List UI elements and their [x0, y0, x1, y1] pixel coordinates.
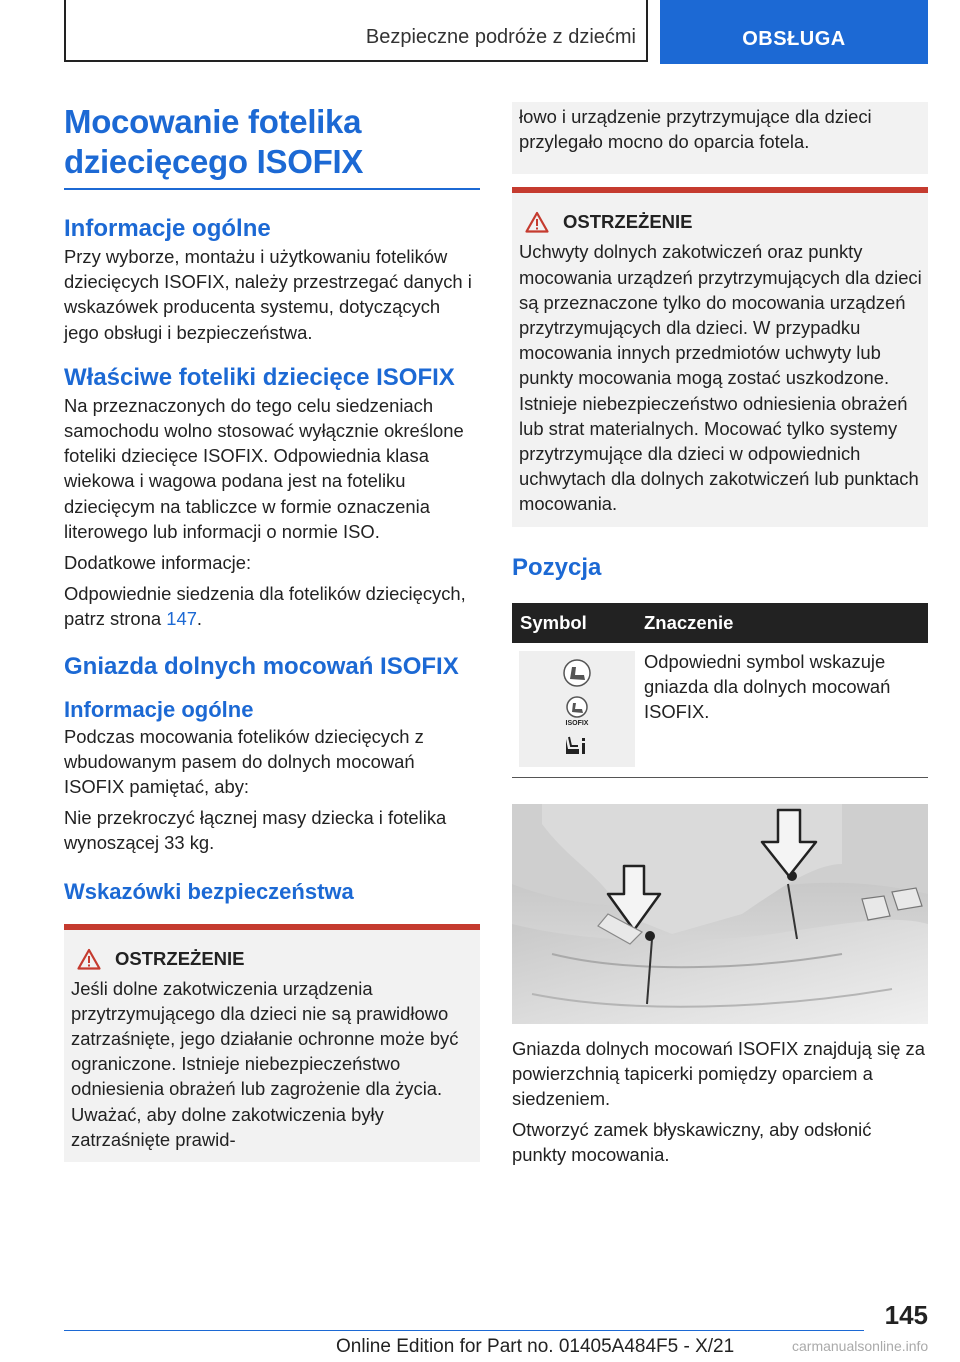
paragraph-additional: Dodatkowe informacje: [64, 552, 252, 574]
table-header-meaning: Znaczenie [644, 611, 734, 633]
warning-triangle-icon [525, 211, 549, 233]
title-rule [64, 188, 480, 190]
heading-position: Pozycja [512, 553, 602, 581]
warning-text-2: Uchwyty dolnych zakotwiczeń oraz punkty mocowania urządzeń przytrzymujących dla dzieci są przeznaczone tylko do mocowania urządzeń przytrzymujących dla dzieci. W przypadku mocowania innych przedmiotów uchwyty lub punkty mocowania mogą zostać uszkodzone. Istnieje niebezpieczeństwo odniesienia obrażeń lub strat materialnych. Mocować tylko systemy przytrzymujące dla dzieci w odpowiednich uchwytach dla dolnych zakotwiczeń lub punktach mocowania. [519, 241, 922, 515]
paragraph-open-zipper: Otworzyć zamek błyskawiczny, aby odsłonić punkty mocowania. [512, 1119, 872, 1166]
footer-edition: Online Edition for Part no. 01405A484F5 - X/21 [336, 1336, 735, 1357]
rear-seat-illustration [512, 804, 928, 1024]
heading-general: Informacje ogólne [64, 215, 271, 242]
isofix-symbols-cell [519, 651, 635, 767]
isofix-symbol-label: ISOFIX [565, 719, 589, 727]
warning-title-2 [525, 211, 922, 233]
footer-watermark: carmanualsonline.info [792, 1338, 929, 1354]
header-tab: OBSŁUGA [660, 0, 928, 64]
table-header-symbol: Symbol [520, 611, 587, 633]
paragraph-general: Przy wyborze, montażu i użytkowaniu fotelików dziecięcych ISOFIX, należy przestrzegać danych i wskazówek producenta systemu, dotyczących jego obsługi i bezpieczeństwa. [64, 246, 472, 343]
footer-rule [64, 1330, 864, 1331]
page-header [64, 0, 928, 64]
warning-box-2 [512, 187, 928, 526]
seats-ref-text: Odpowiednie siedzenia dla fotelików dziecięcych, patrz strona [64, 583, 466, 630]
right-column [512, 102, 928, 1168]
seats-ref-end: . [196, 608, 203, 630]
table-meaning-text: Odpowiedni symbol wskazuje gniazda dla dolnych mocowań ISOFIX. [644, 650, 891, 723]
paragraph-anchors: Podczas mocowania fotelików dziecięcych z wbudowanym pasem do dolnych mocowań ISOFIX pamiętać, aby: [64, 725, 424, 798]
heading-anchors: Gniazda dolnych mocowań ISOFIX [64, 652, 459, 680]
warning-title-text-1: OSTRZEŻENIE [115, 947, 245, 969]
warning-box-1 [64, 924, 480, 1162]
isofix-anchor-photo [512, 804, 928, 1024]
paragraph-location: Gniazda dolnych mocowań ISOFIX znajdują się za powierzchnią tapicerki pomiędzy oparciem a siedzeniem. [512, 1037, 925, 1110]
warning-title-text-2: OSTRZEŻENIE [563, 211, 693, 233]
table-header-row [512, 603, 928, 643]
warning-continuation-text: łowo i urządzenie przytrzymujące dla dzieci przylegało mocno do oparcia fotela. [519, 106, 872, 153]
paragraph-seats-ref [64, 581, 480, 631]
header-section-box [64, 0, 648, 62]
heading-proper-seats: Właściwe foteliki dziecięce ISOFIX [64, 363, 455, 391]
isofix-child-seat-icon [519, 651, 635, 767]
paragraph-mass: Nie przekroczyć łącznej masy dziecka i fotelika wynoszącej 33 kg. [64, 807, 447, 854]
warning-continuation [512, 102, 928, 174]
paragraph-proper-seats: Na przeznaczonych do tego celu siedzeniach samochodu wolno stosować wyłącznie określone foteliki dziecięce ISOFIX. Odpowiednia klasa wiekowa i wagowa podana jest na foteliku dziecięcym na tabliczce w formie oznaczenia literowego lub informacji o normie ISO. [64, 394, 464, 542]
left-column [64, 102, 480, 1162]
table-row [512, 643, 928, 778]
warning-text-1: Jeśli dolne zakotwiczenia urządzenia przytrzymującego dla dzieci nie są prawidłowo zatrzaśnięte, jego działanie ochronne może być ograniczone. Istnieje niebezpieczeństwo odniesienia obrażeń lub zagrożenie dla życia. Uważać, aby dolne zakotwiczenia były zatrzaśnięte prawid- [71, 977, 459, 1150]
page-number: 145 [884, 1300, 928, 1330]
heading-safety: Wskazówki bezpieczeństwa [64, 878, 354, 904]
warning-title-1 [77, 948, 474, 970]
page-link-147[interactable]: 147 [166, 608, 197, 630]
heading-general-2: Informacje ogólne [64, 696, 254, 722]
header-section-title: Bezpieczne podróże z dziećmi [365, 26, 636, 48]
symbol-table [512, 603, 928, 778]
page-title: Mocowanie fotelika dziecięcego ISOFIX [64, 103, 364, 180]
warning-triangle-icon [77, 948, 101, 970]
